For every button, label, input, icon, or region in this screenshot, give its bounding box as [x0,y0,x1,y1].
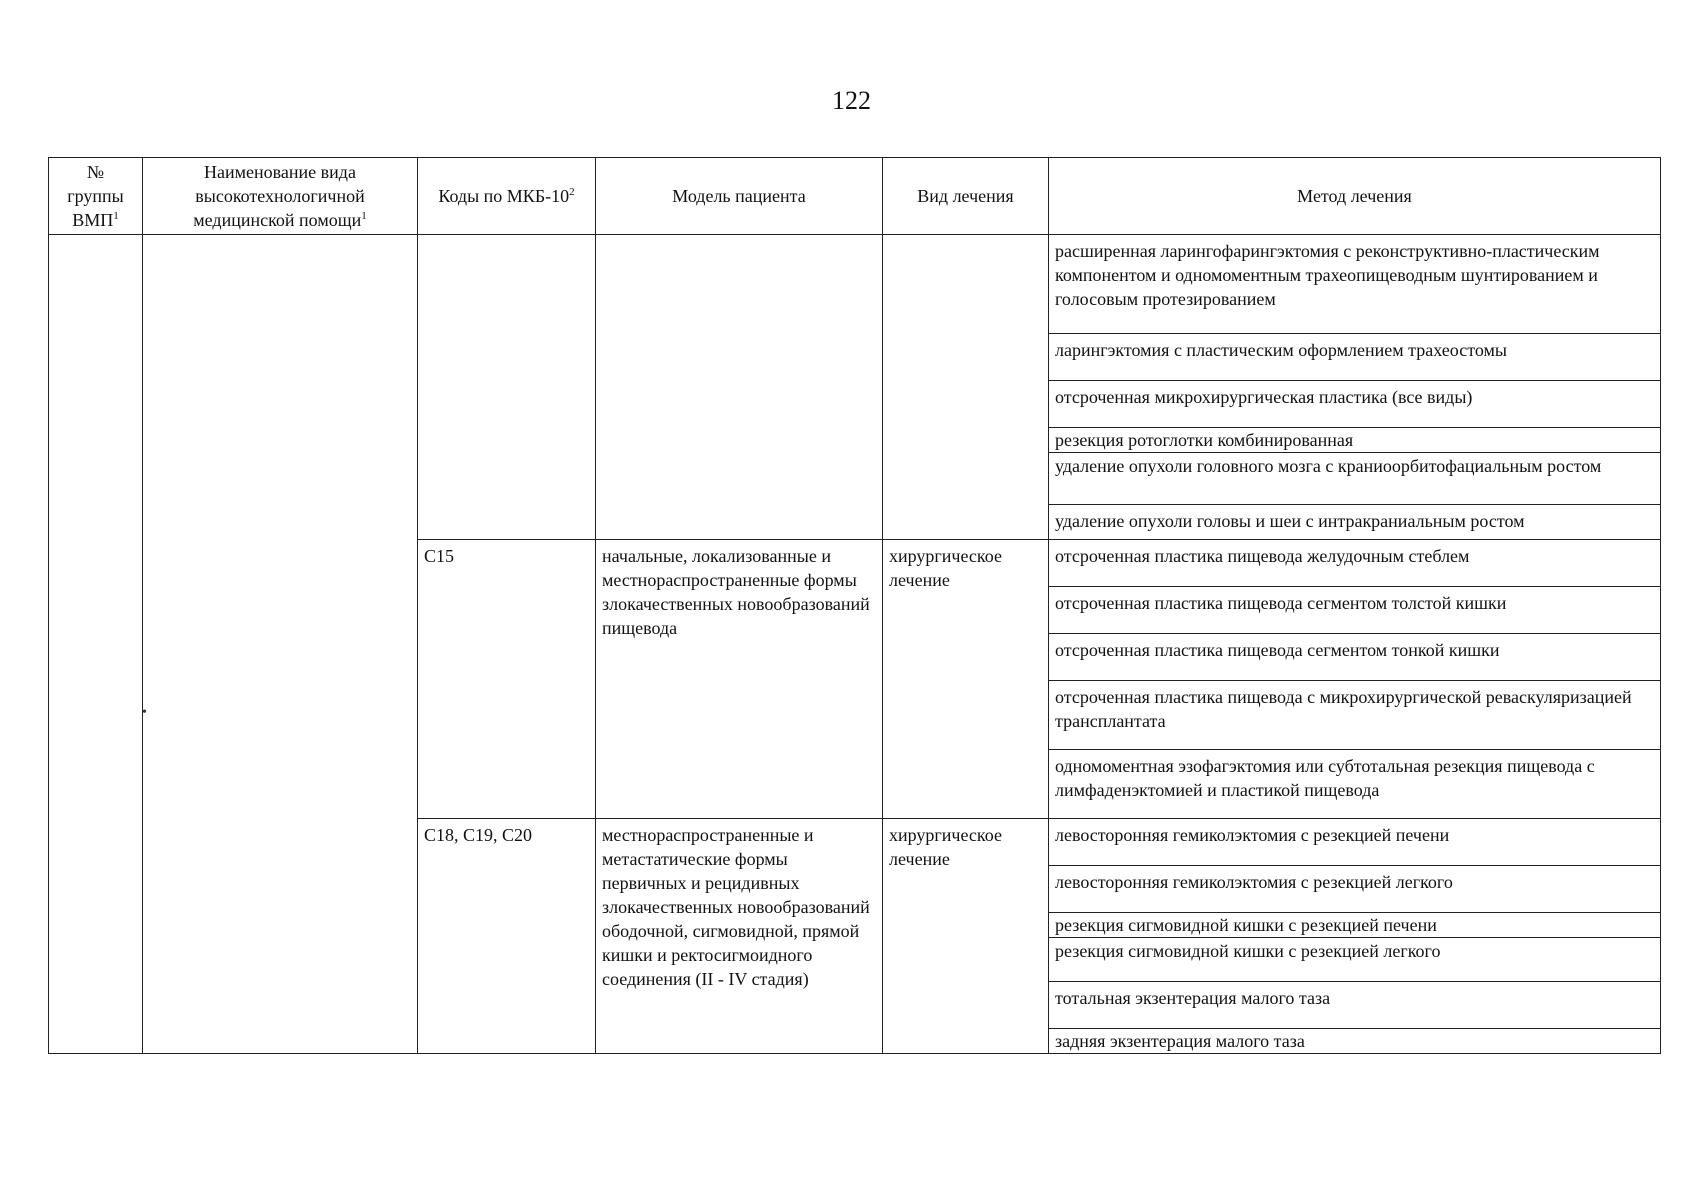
icd-codes-cell: C15 [418,540,596,819]
header-treatment-method: Метод лечения [1049,158,1661,235]
treatment-method-cell: удаление опухоли головного мозга с краниоорбитофациальным ростом [1049,453,1661,505]
treatment-type-cell [883,235,1049,540]
footnote-ref: 2 [569,186,575,198]
treatment-method-cell: резекция сигмовидной кишки с резекцией печени [1049,913,1661,938]
header-treatment-type: Вид лечения [883,158,1049,235]
header-group-no-line3: ВМП [72,210,114,230]
header-care-type [143,158,418,235]
treatment-type-cell: хирургическое лечение [883,540,1049,819]
footnote-ref: 1 [361,210,367,222]
treatment-method-cell: резекция ротоглотки комбинированная [1049,428,1661,453]
treatment-method-cell: ларингэктомия с пластическим оформлением трахеостомы [1049,334,1661,381]
icd-codes-cell [418,235,596,540]
header-group-no [49,158,143,235]
treatment-method-cell: отсроченная микрохирургическая пластика (все виды) [1049,381,1661,428]
treatment-method-cell: тотальная экзентерация малого таза [1049,982,1661,1029]
header-icd-codes-label: Коды по МКБ-10 [438,186,570,206]
treatment-method-cell: левосторонняя гемиколэктомия с резекцией печени [1049,819,1661,866]
patient-model-cell [596,235,883,540]
treatment-method-cell: удаление опухоли головы и шеи с интракраниальным ростом [1049,505,1661,540]
treatment-method-cell: задняя экзентерация малого таза [1049,1029,1661,1054]
treatment-method-cell: отсроченная пластика пищевода сегментом тонкой кишки [1049,634,1661,681]
table-header-row [49,158,1661,235]
header-care-type-line1: Наименование вида [204,162,356,182]
header-patient-model: Модель пациента [596,158,883,235]
patient-model-cell: начальные, локализованные и местнораспространенные формы злокачественных новообразований пищевода [596,540,883,819]
patient-model-cell: местнораспространенные и метастатические формы первичных и рецидивных злокачественных новообразований ободочной, сигмовидной, прямой кишки и ректосигмоидного соединения (II - IV стадия) [596,819,883,1054]
group-no-cell [49,235,143,1054]
treatment-method-cell: отсроченная пластика пищевода с микрохирургической реваскуляризацией трансплантата [1049,681,1661,750]
header-icd-codes [418,158,596,235]
treatment-method-cell: отсроченная пластика пищевода сегментом толстой кишки [1049,587,1661,634]
treatment-method-cell: расширенная ларингофарингэктомия с реконструктивно-пластическим компонентом и одномоментным трахеопищеводным шунтированием и голосовым протезированием [1049,235,1661,334]
scan-artifact-dot: • [142,705,147,720]
table-row [49,235,1661,334]
care-type-cell [143,235,418,1054]
treatment-method-cell: одномоментная эзофагэктомия или субтотальная резекция пищевода с лимфаденэктомией и пластикой пищевода [1049,750,1661,819]
footnote-ref: 1 [113,210,119,222]
treatment-method-cell: отсроченная пластика пищевода желудочным стеблем [1049,540,1661,587]
medical-care-table [48,157,1661,1054]
header-care-type-line3: медицинской помощи [193,210,362,230]
treatment-type-cell: хирургическое лечение [883,819,1049,1054]
icd-codes-cell: C18, C19, C20 [418,819,596,1054]
page-number: 122 [832,86,871,115]
treatment-method-cell: левосторонняя гемиколэктомия с резекцией легкого [1049,866,1661,913]
header-care-type-line2: высокотехнологичной [195,186,365,206]
header-group-no-line1: № [86,162,105,182]
treatment-method-cell: резекция сигмовидной кишки с резекцией легкого [1049,938,1661,982]
header-group-no-line2: группы [67,186,124,206]
